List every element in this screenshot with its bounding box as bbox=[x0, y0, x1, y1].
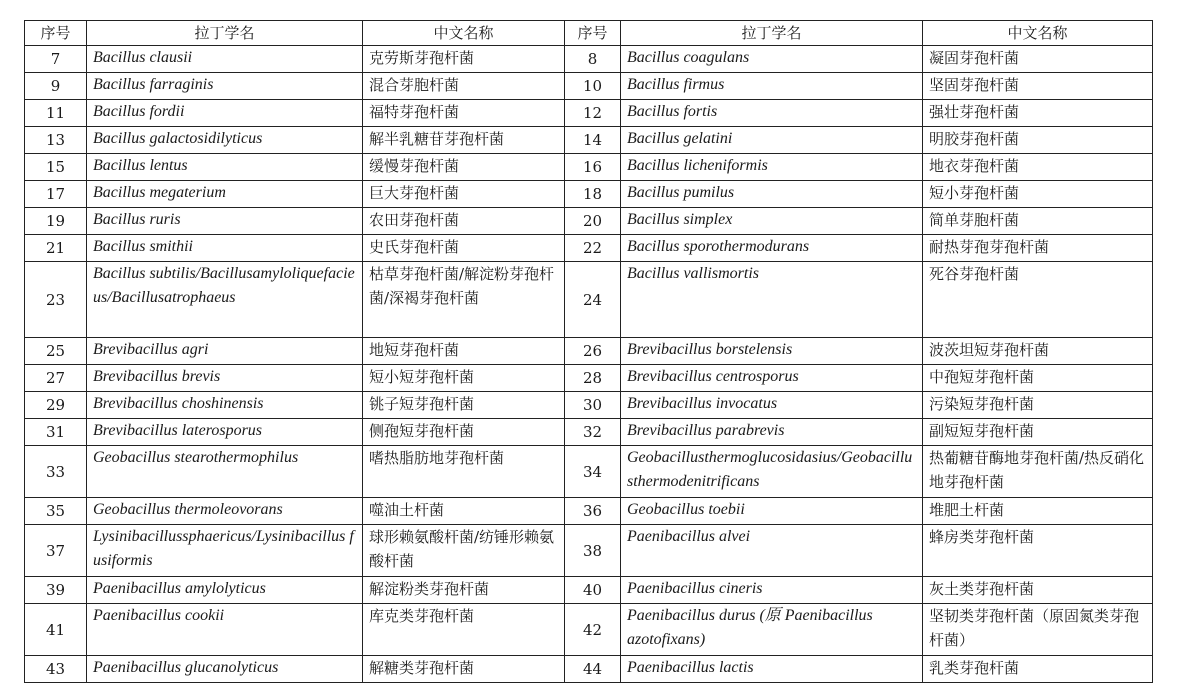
table-row bbox=[25, 100, 1153, 127]
latin-name: Paenibacillus durus (原 Paenibacillus azotofixans) bbox=[621, 604, 923, 656]
chinese-name: 球形赖氨酸杆菌/纺锤形赖氨酸杆菌 bbox=[363, 525, 565, 577]
chinese-name: 库克类芽孢杆菌 bbox=[363, 604, 565, 656]
chinese-name: 蜂房类芽孢杆菌 bbox=[923, 525, 1153, 577]
chinese-name: 解糖类芽孢杆菌 bbox=[363, 656, 565, 683]
chinese-name: 铫子短芽孢杆菌 bbox=[363, 392, 565, 419]
table-row bbox=[25, 577, 1153, 604]
chinese-name: 污染短芽孢杆菌 bbox=[923, 392, 1153, 419]
row-number: 13 bbox=[25, 127, 87, 154]
chinese-name: 短小短芽孢杆菌 bbox=[363, 365, 565, 392]
row-number: 18 bbox=[565, 181, 621, 208]
chinese-name: 噬油土杆菌 bbox=[363, 498, 565, 525]
table-row bbox=[25, 656, 1153, 683]
table-header-row bbox=[25, 21, 1153, 46]
table-row bbox=[25, 525, 1153, 577]
table-row bbox=[25, 419, 1153, 446]
chinese-name: 巨大芽孢杆菌 bbox=[363, 181, 565, 208]
latin-name: Brevibacillus agri bbox=[87, 338, 363, 365]
latin-name: Bacillus smithii bbox=[87, 235, 363, 262]
chinese-name: 枯草芽孢杆菌/解淀粉芽孢杆菌/深褐芽孢杆菌 bbox=[363, 262, 565, 338]
latin-name: Geobacillus stearothermophilus bbox=[87, 446, 363, 498]
latin-name: Bacillus coagulans bbox=[621, 46, 923, 73]
chinese-name: 耐热芽孢芽孢杆菌 bbox=[923, 235, 1153, 262]
row-number: 24 bbox=[565, 262, 621, 338]
latin-name: Bacillus pumilus bbox=[621, 181, 923, 208]
table-row bbox=[25, 365, 1153, 392]
species-table bbox=[24, 20, 1153, 683]
latin-name: Bacillus fortis bbox=[621, 100, 923, 127]
latin-name: Bacillus firmus bbox=[621, 73, 923, 100]
species-table-container bbox=[24, 20, 1153, 683]
row-number: 30 bbox=[565, 392, 621, 419]
row-number: 40 bbox=[565, 577, 621, 604]
header-chinese-name: 中文名称 bbox=[923, 21, 1153, 46]
latin-name: Bacillus subtilis/Bacillusamyloliquefacieus/Bacillusatrophaeus bbox=[87, 262, 363, 338]
chinese-name: 副短短芽孢杆菌 bbox=[923, 419, 1153, 446]
chinese-name: 波茨坦短芽孢杆菌 bbox=[923, 338, 1153, 365]
chinese-name: 混合芽胞杆菌 bbox=[363, 73, 565, 100]
latin-name: Brevibacillus invocatus bbox=[621, 392, 923, 419]
row-number: 29 bbox=[25, 392, 87, 419]
row-number: 43 bbox=[25, 656, 87, 683]
chinese-name: 凝固芽孢杆菌 bbox=[923, 46, 1153, 73]
latin-name: Bacillus licheniformis bbox=[621, 154, 923, 181]
table-row bbox=[25, 73, 1153, 100]
table-row bbox=[25, 392, 1153, 419]
latin-name: Bacillus gelatini bbox=[621, 127, 923, 154]
table-row bbox=[25, 262, 1153, 338]
row-number: 15 bbox=[25, 154, 87, 181]
chinese-name: 短小芽孢杆菌 bbox=[923, 181, 1153, 208]
row-number: 14 bbox=[565, 127, 621, 154]
header-latin-name: 拉丁学名 bbox=[87, 21, 363, 46]
latin-name: Bacillus lentus bbox=[87, 154, 363, 181]
row-number: 36 bbox=[565, 498, 621, 525]
chinese-name: 坚韧类芽孢杆菌（原固氮类芽孢杆菌） bbox=[923, 604, 1153, 656]
latin-name: Paenibacillus cineris bbox=[621, 577, 923, 604]
latin-name: Bacillus galactosidilyticus bbox=[87, 127, 363, 154]
row-number: 27 bbox=[25, 365, 87, 392]
row-number: 41 bbox=[25, 604, 87, 656]
table-row bbox=[25, 127, 1153, 154]
header-latin-name: 拉丁学名 bbox=[621, 21, 923, 46]
header-number: 序号 bbox=[565, 21, 621, 46]
row-number: 25 bbox=[25, 338, 87, 365]
row-number: 16 bbox=[565, 154, 621, 181]
latin-name: Brevibacillus parabrevis bbox=[621, 419, 923, 446]
chinese-name: 福特芽孢杆菌 bbox=[363, 100, 565, 127]
chinese-name: 嗜热脂肪地芽孢杆菌 bbox=[363, 446, 565, 498]
row-number: 34 bbox=[565, 446, 621, 498]
table-row bbox=[25, 154, 1153, 181]
row-number: 31 bbox=[25, 419, 87, 446]
chinese-name: 克劳斯芽孢杆菌 bbox=[363, 46, 565, 73]
chinese-name: 解半乳糖苷芽孢杆菌 bbox=[363, 127, 565, 154]
row-number: 17 bbox=[25, 181, 87, 208]
row-number: 20 bbox=[565, 208, 621, 235]
row-number: 12 bbox=[565, 100, 621, 127]
row-number: 38 bbox=[565, 525, 621, 577]
header-chinese-name: 中文名称 bbox=[363, 21, 565, 46]
latin-name: Lysinibacillussphaericus/Lysinibacillus fusiformis bbox=[87, 525, 363, 577]
latin-name: Brevibacillus brevis bbox=[87, 365, 363, 392]
row-number: 37 bbox=[25, 525, 87, 577]
row-number: 39 bbox=[25, 577, 87, 604]
latin-name: Paenibacillus glucanolyticus bbox=[87, 656, 363, 683]
row-number: 8 bbox=[565, 46, 621, 73]
chinese-name: 中孢短芽孢杆菌 bbox=[923, 365, 1153, 392]
row-number: 21 bbox=[25, 235, 87, 262]
table-row bbox=[25, 181, 1153, 208]
latin-name: Paenibacillus alvei bbox=[621, 525, 923, 577]
row-number: 32 bbox=[565, 419, 621, 446]
row-number: 9 bbox=[25, 73, 87, 100]
latin-name: Bacillus sporothermodurans bbox=[621, 235, 923, 262]
latin-name: Bacillus simplex bbox=[621, 208, 923, 235]
latin-name: Bacillus fordii bbox=[87, 100, 363, 127]
table-row bbox=[25, 446, 1153, 498]
latin-name: Bacillus farraginis bbox=[87, 73, 363, 100]
row-number: 11 bbox=[25, 100, 87, 127]
chinese-name: 明胶芽孢杆菌 bbox=[923, 127, 1153, 154]
row-number: 33 bbox=[25, 446, 87, 498]
table-row bbox=[25, 46, 1153, 73]
latin-name: Geobacillus toebii bbox=[621, 498, 923, 525]
latin-name: Geobacillusthermoglucosidasius/Geobacillusthermodenitrificans bbox=[621, 446, 923, 498]
row-number: 22 bbox=[565, 235, 621, 262]
row-number: 7 bbox=[25, 46, 87, 73]
latin-name: Bacillus ruris bbox=[87, 208, 363, 235]
latin-name: Paenibacillus lactis bbox=[621, 656, 923, 683]
latin-name: Brevibacillus borstelensis bbox=[621, 338, 923, 365]
row-number: 42 bbox=[565, 604, 621, 656]
chinese-name: 史氏芽孢杆菌 bbox=[363, 235, 565, 262]
chinese-name: 地短芽孢杆菌 bbox=[363, 338, 565, 365]
row-number: 10 bbox=[565, 73, 621, 100]
chinese-name: 缓慢芽孢杆菌 bbox=[363, 154, 565, 181]
latin-name: Brevibacillus choshinensis bbox=[87, 392, 363, 419]
chinese-name: 死谷芽孢杆菌 bbox=[923, 262, 1153, 338]
row-number: 19 bbox=[25, 208, 87, 235]
chinese-name: 灰土类芽孢杆菌 bbox=[923, 577, 1153, 604]
latin-name: Paenibacillus amylolyticus bbox=[87, 577, 363, 604]
chinese-name: 简单芽胞杆菌 bbox=[923, 208, 1153, 235]
latin-name: Bacillus vallismortis bbox=[621, 262, 923, 338]
row-number: 26 bbox=[565, 338, 621, 365]
table-row bbox=[25, 604, 1153, 656]
row-number: 44 bbox=[565, 656, 621, 683]
latin-name: Brevibacillus laterosporus bbox=[87, 419, 363, 446]
row-number: 35 bbox=[25, 498, 87, 525]
chinese-name: 坚固芽孢杆菌 bbox=[923, 73, 1153, 100]
chinese-name: 堆肥土杆菌 bbox=[923, 498, 1153, 525]
latin-name: Brevibacillus centrosporus bbox=[621, 365, 923, 392]
table-row bbox=[25, 208, 1153, 235]
chinese-name: 强壮芽孢杆菌 bbox=[923, 100, 1153, 127]
chinese-name: 乳类芽孢杆菌 bbox=[923, 656, 1153, 683]
chinese-name: 侧孢短芽孢杆菌 bbox=[363, 419, 565, 446]
row-number: 28 bbox=[565, 365, 621, 392]
chinese-name: 农田芽孢杆菌 bbox=[363, 208, 565, 235]
latin-name: Geobacillus thermoleovorans bbox=[87, 498, 363, 525]
row-number: 23 bbox=[25, 262, 87, 338]
table-row bbox=[25, 338, 1153, 365]
table-row bbox=[25, 498, 1153, 525]
latin-name: Bacillus clausii bbox=[87, 46, 363, 73]
chinese-name: 地衣芽孢杆菌 bbox=[923, 154, 1153, 181]
table-row bbox=[25, 235, 1153, 262]
chinese-name: 热葡糖苷酶地芽孢杆菌/热反硝化地芽孢杆菌 bbox=[923, 446, 1153, 498]
chinese-name: 解淀粉类芽孢杆菌 bbox=[363, 577, 565, 604]
latin-name: Paenibacillus cookii bbox=[87, 604, 363, 656]
header-number: 序号 bbox=[25, 21, 87, 46]
latin-name: Bacillus megaterium bbox=[87, 181, 363, 208]
